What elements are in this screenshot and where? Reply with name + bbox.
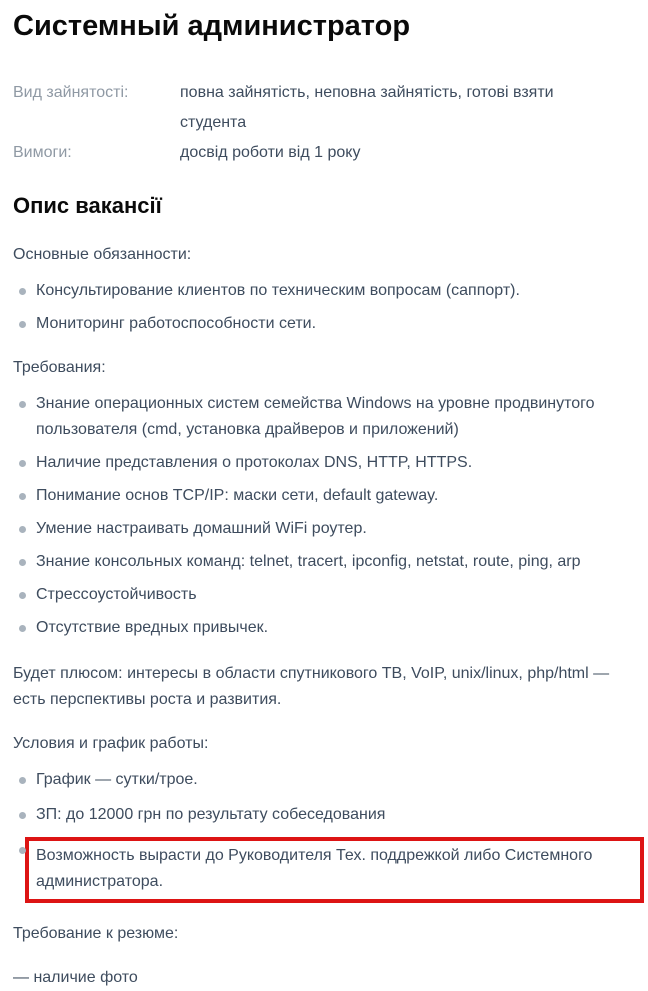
- resume-intro: Требование к резюме:: [13, 925, 179, 942]
- list-item-text: Знание консольных команд: telnet, tracert, ipconfig, netstat, route, ping, arp: [36, 553, 581, 570]
- list-item-text: Наличие представления о протоколах DNS, HTTP, HTTPS.: [36, 454, 473, 471]
- resume-item: — наличие фото: [13, 969, 138, 986]
- list-item-text: Стрессоустойчивость: [36, 586, 197, 603]
- meta-row-requirements: [13, 138, 640, 168]
- page-title: Системный администратор: [13, 10, 411, 42]
- list-item: [13, 278, 640, 304]
- list-item-text: Возможность вырасти до Руководителя Тех. поддрежкой либо Системного администратора.: [36, 847, 593, 890]
- bullet-icon: [19, 847, 26, 854]
- meta-value: досвід роботи від 1 року: [180, 144, 361, 161]
- meta-label: Вид зайнятості:: [13, 84, 129, 101]
- bullet-icon: [19, 559, 26, 566]
- meta-label: Вимоги:: [13, 144, 72, 161]
- list-item-text: Мониторинг работоспособности сети.: [36, 315, 317, 332]
- list-item-text: Умение настраивать домашний WiFi роутер.: [36, 520, 367, 537]
- bullet-icon: [19, 288, 26, 295]
- requirements-list: [13, 391, 640, 641]
- bullet-icon: [19, 401, 26, 408]
- list-item: [13, 582, 640, 608]
- list-item: [13, 450, 640, 476]
- list-item-text: Знание операционных систем семейства Windows на уровне продвинутого пользователя (cmd, установка драйверов и приложений): [36, 395, 595, 438]
- list-item: [13, 391, 640, 443]
- requirements-intro: Требования:: [13, 359, 106, 376]
- list-item-text: Отсутствие вредных привычек.: [36, 619, 269, 636]
- bullet-icon: [19, 625, 26, 632]
- bullet-icon: [19, 812, 26, 819]
- list-item: [13, 615, 640, 641]
- list-item-text: График — сутки/трое.: [36, 771, 198, 788]
- conditions-intro: Условия и график работы:: [13, 735, 209, 752]
- plus-paragraph: Будет плюсом: интересы в области спутникового ТВ, VoIP, unix/linux, php/html — есть перспективы роста и развития.: [13, 665, 610, 708]
- list-item-text: ЗП: до 12000 грн по результату собеседования: [36, 806, 386, 823]
- list-item: [13, 802, 640, 828]
- bullet-icon: [19, 592, 26, 599]
- meta-row-employment: [13, 78, 640, 138]
- list-item-highlighted: [13, 837, 640, 903]
- bullet-icon: [19, 493, 26, 500]
- list-item: [13, 311, 640, 337]
- list-item-text: Консультирование клиентов по техническим вопросам (саппорт).: [36, 282, 520, 299]
- bullet-icon: [19, 777, 26, 784]
- conditions-list: [13, 767, 640, 903]
- highlight-box: [25, 837, 644, 903]
- list-item: [13, 516, 640, 542]
- meta-value: повна зайнятість, неповна зайнятість, готові взяти студента: [180, 84, 554, 131]
- list-item-text: Понимание основ TCP/IP: маски сети, default gateway.: [36, 487, 439, 504]
- vacancy-meta: [13, 78, 640, 168]
- list-item: [13, 767, 640, 793]
- section-heading: Опис вакансії: [13, 193, 162, 218]
- list-item: [13, 549, 640, 575]
- bullet-icon: [19, 460, 26, 467]
- list-item: [13, 483, 640, 509]
- bullet-icon: [19, 321, 26, 328]
- bullet-icon: [19, 526, 26, 533]
- duties-list: [13, 278, 640, 337]
- duties-intro: Основные обязанности:: [13, 246, 192, 263]
